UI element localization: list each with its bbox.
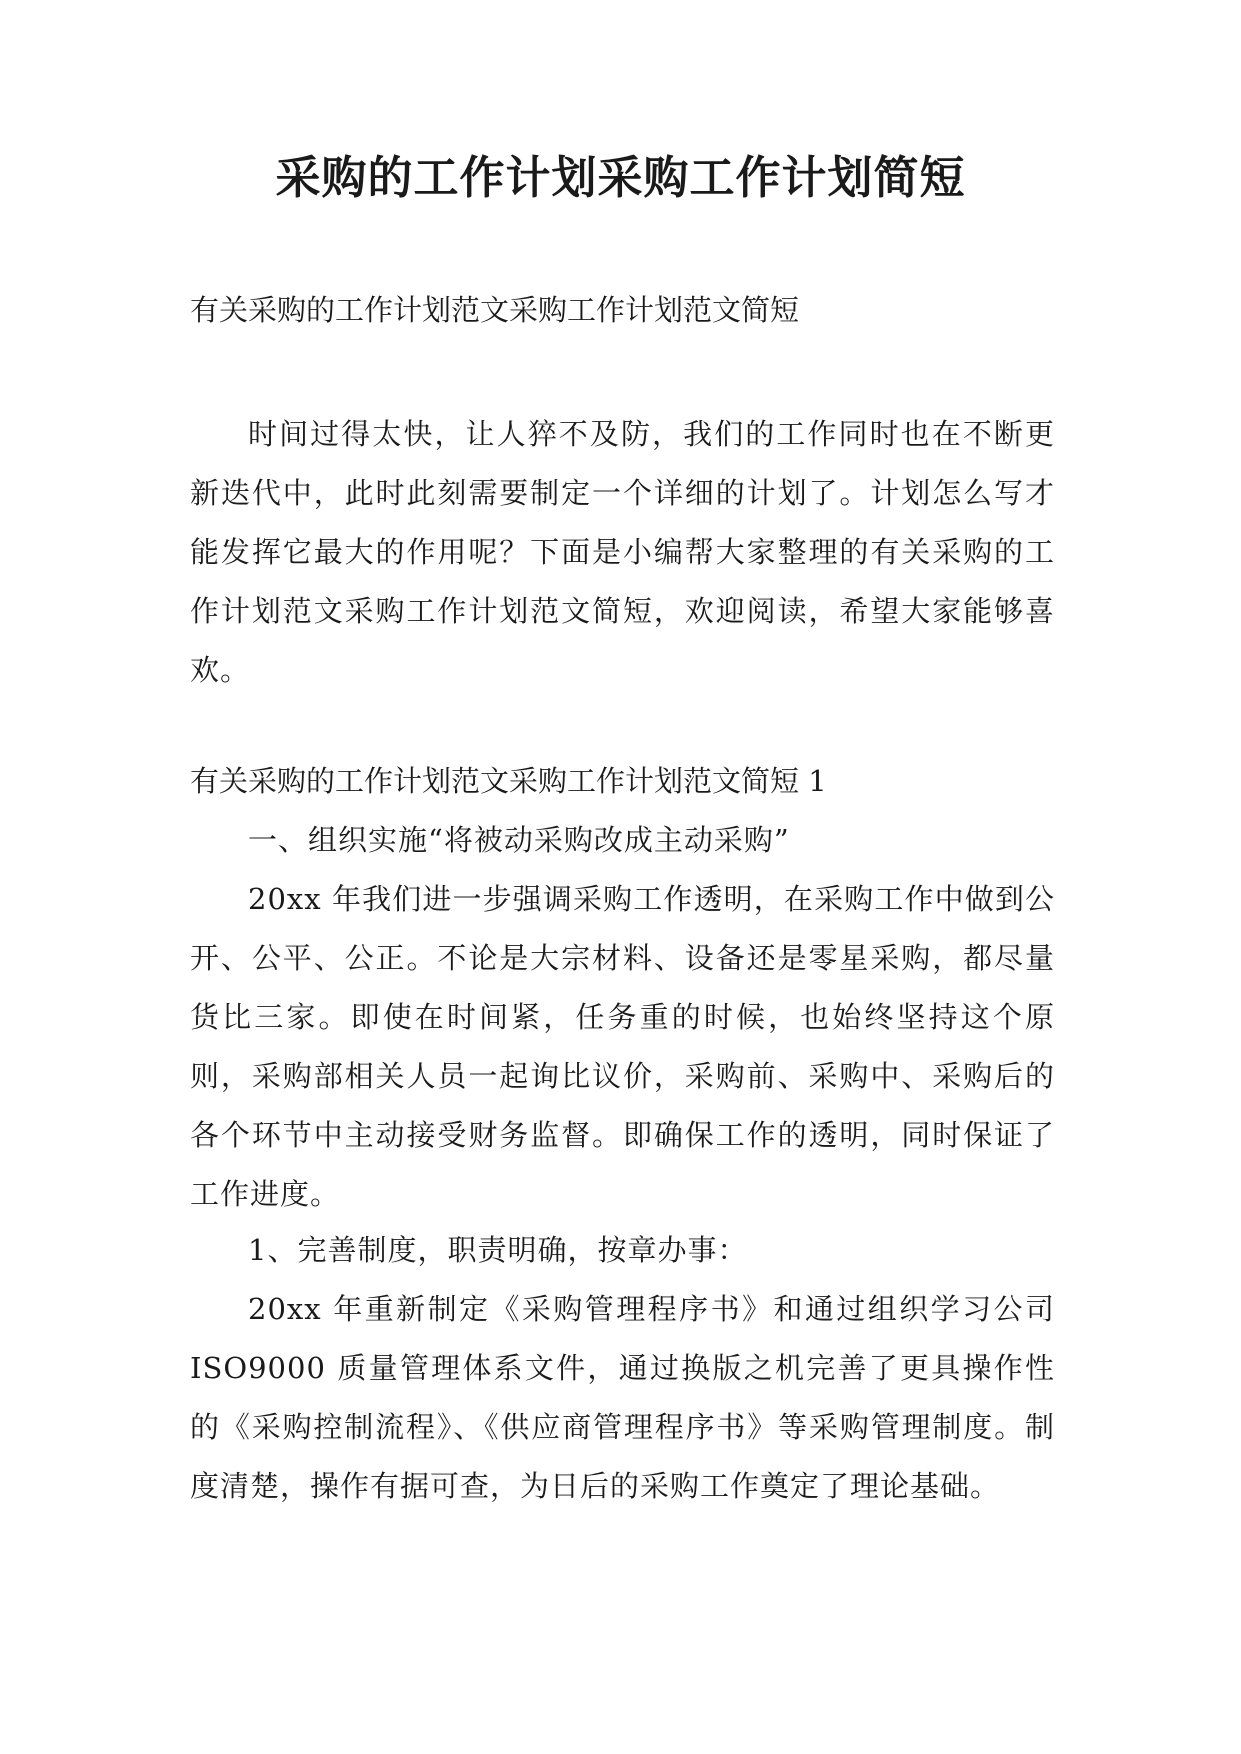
item-heading-1: 一、组织实施“将被动采购改成主动采购” <box>248 823 790 857</box>
body-paragraph-2: 20xx 年重新制定《采购管理程序书》和通过组织学习公司 ISO9000 质量管理体系文件，通过换版之机完善了更具操作性的《采购控制流程》、《供应商管理程序书》等采购管理制度。制度清楚，操作有据可查，为日后的采购工作奠定了理论基础。 <box>190 1292 1055 1503</box>
document-title: 采购的工作计划采购工作计划简短 <box>275 151 966 204</box>
body-paragraph-1: 20xx 年我们进一步强调采购工作透明，在采购工作中做到公开、公平、公正。不论是大宗材料、设备还是零星采购，都尽量货比三家。即使在时间紧，任务重的时候，也始终坚持这个原则，采购部相关人员一起询比议价，采购前、采购中、采购后的各个环节中主动接受财务监督。即确保工作的透明，同时保证了工作进度。 <box>190 882 1055 1211</box>
document-subtitle: 有关采购的工作计划范文采购工作计划范文简短 <box>190 293 800 327</box>
item-heading-2: 1、完善制度，职责明确，按章办事： <box>248 1233 748 1267</box>
section-heading: 有关采购的工作计划范文采购工作计划范文简短 1 <box>190 764 827 798</box>
intro-paragraph: 时间过得太快，让人猝不及防，我们的工作同时也在不断更新迭代中，此时此刻需要制定一个详细的计划了。计划怎么写才能发挥它最大的作用呢？下面是小编帮大家整理的有关采购的工作计划范文采购工作计划范文简短，欢迎阅读，希望大家能够喜欢。 <box>190 417 1055 687</box>
